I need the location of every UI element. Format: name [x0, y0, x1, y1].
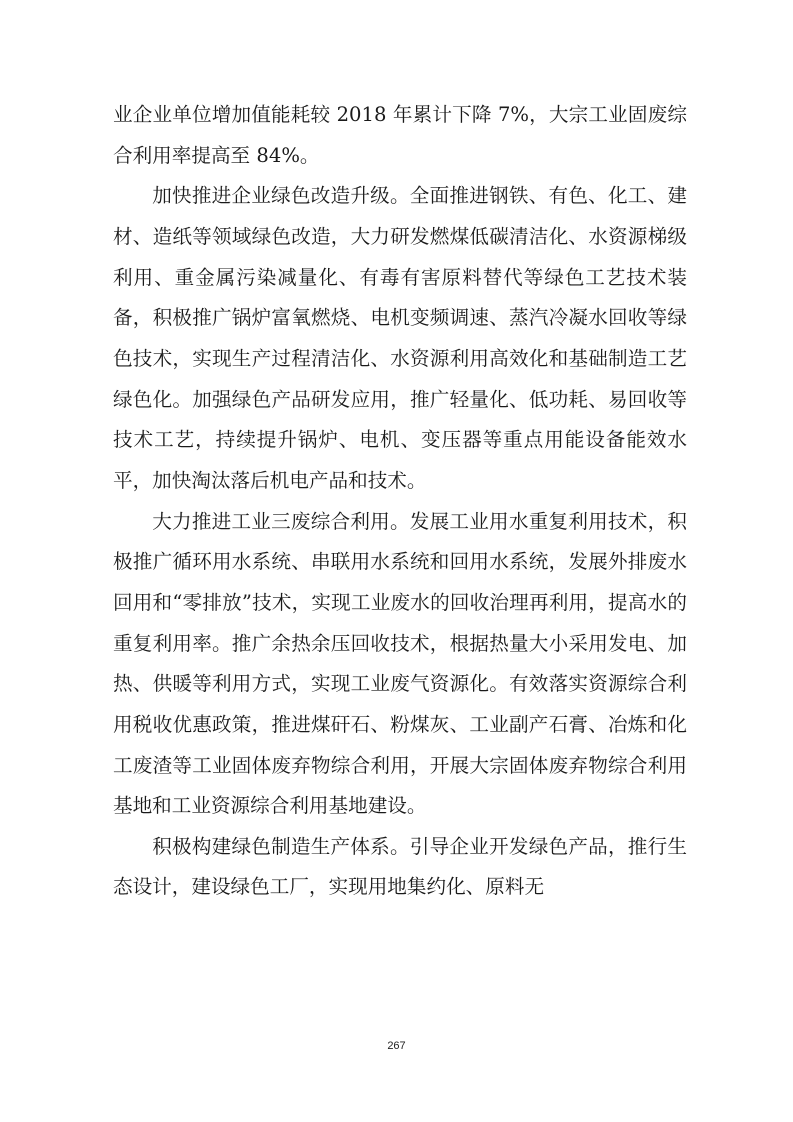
paragraph-green-manufacturing: 积极构建绿色制造生产体系。引导企业开发绿色产品，推行生态设计，建设绿色工厂，实现用地集约化、原料无 — [113, 834, 687, 899]
paragraph-continuation: 业企业单位增加值能耗较 2018 年累计下降 7%，大宗工业固废综合利用率提高至 84%。 — [113, 103, 687, 167]
paragraph-waste-utilization: 大力推进工业三废综合利用。发展工业用水重复利用技术，积极推广循环用水系统、串联用水系统和回用水系统，发展外排废水回用和“零排放”技术，实现工业废水的回收治理再利用，提高水的重复利用率。推广余热余压回收技术，根据热量大小采用发电、加热、供暖等利用方式，实现工业废气资源化。有效落实资源综合利用税收优惠政策，推进煤矸石、粉煤灰、工业副产石膏、冶炼和化工废渣等工业固体废弃物综合利用，开展大宗固体废弃物综合利用基地和工业资源综合利用基地建设。 — [113, 509, 687, 818]
paragraph-green-transformation: 加快推进企业绿色改造升级。全面推进钢铁、有色、化工、建材、造纸等领域绿色改造，大力研发燃煤低碳清洁化、水资源梯级利用、重金属污染减量化、有毒有害原料替代等绿色工艺技术装备，积极推广锅炉富氧燃烧、电机变频调速、蒸汽冷凝水回收等绿色技术，实现生产过程清洁化、水资源利用高效化和基础制造工艺绿色化。加强绿色产品研发应用，推广轻量化、低功耗、易回收等技术工艺，持续提升锅炉、电机、变压器等重点用能设备能效水平，加快淘汰落后机电产品和技术。 — [113, 184, 687, 492]
document-body — [113, 95, 687, 908]
page-number: 267 — [387, 1040, 406, 1052]
